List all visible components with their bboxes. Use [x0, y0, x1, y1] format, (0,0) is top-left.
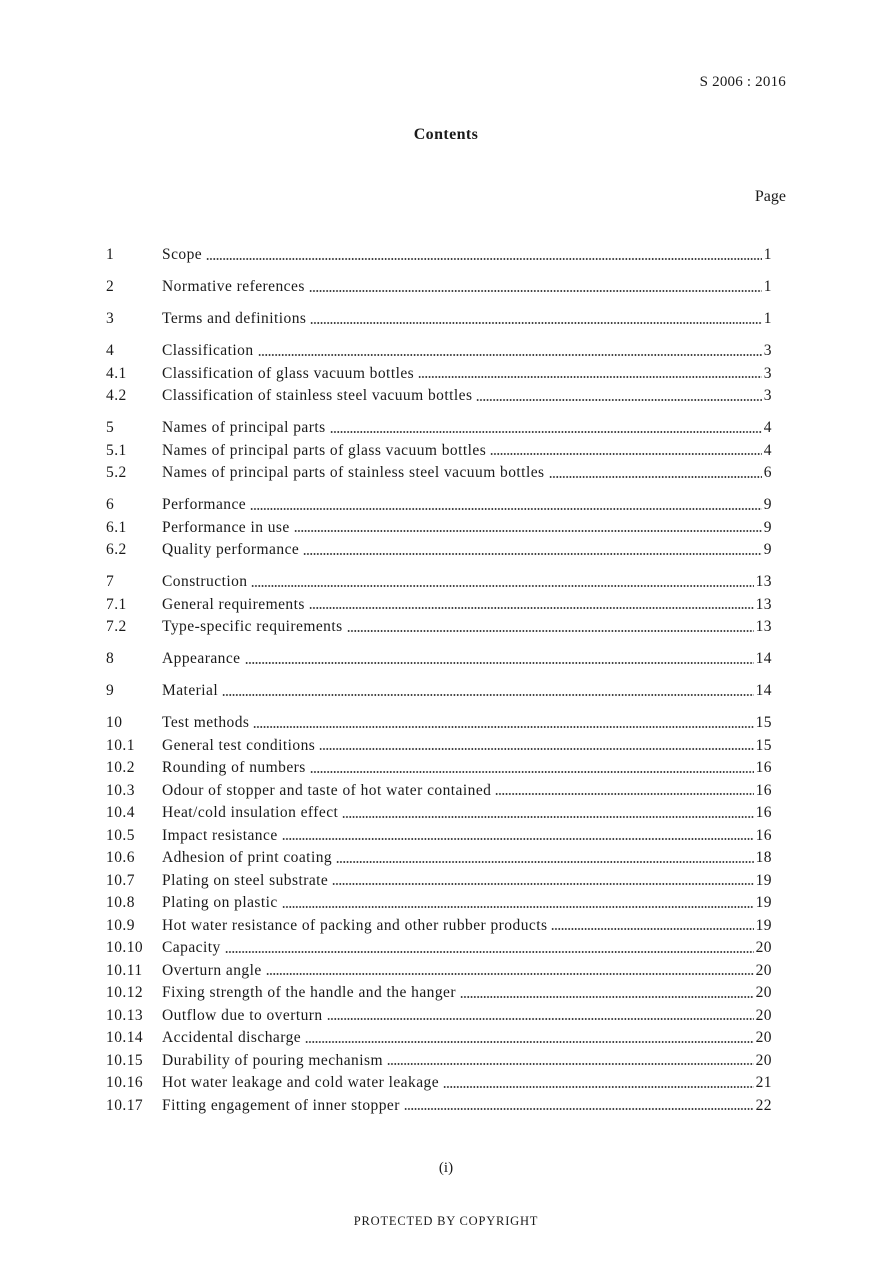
toc-entry-page: 22 [755, 1096, 772, 1114]
toc-section-group [106, 342, 772, 410]
toc-entry-number: 7 [106, 573, 115, 590]
toc-entry-page: 20 [755, 961, 772, 979]
toc-entry-number: 10.2 [106, 759, 135, 776]
toc-entry[interactable] [106, 682, 772, 705]
toc-entry-page: 21 [755, 1074, 772, 1091]
toc-entry[interactable] [106, 827, 772, 850]
toc-entry-title: Rounding of numbers [162, 759, 306, 776]
dot-leader [330, 431, 762, 433]
table-of-contents [106, 246, 772, 1129]
toc-entry-number: 10.15 [106, 1051, 144, 1069]
toc-entry-title: Capacity [162, 939, 221, 956]
toc-entry-page: 13 [755, 573, 772, 590]
toc-section-group [106, 573, 772, 641]
toc-entry-title: Plating on steel substrate [162, 871, 329, 889]
toc-entry[interactable] [106, 1029, 772, 1052]
toc-entry-page: 15 [755, 714, 772, 731]
dot-leader [282, 838, 754, 840]
toc-entry[interactable] [106, 1074, 772, 1097]
toc-entry-title: Outflow due to overturn [162, 1006, 323, 1024]
toc-entry-page: 19 [755, 871, 772, 889]
copyright-notice: PROTECTED BY COPYRIGHT [353, 1214, 539, 1228]
toc-entry[interactable] [106, 464, 772, 487]
toc-entry-title: Material [162, 682, 219, 699]
toc-entry-page: 9 [763, 518, 772, 536]
toc-entry[interactable] [106, 759, 772, 782]
toc-entry-title: Terms and definitions [162, 310, 307, 327]
dot-leader [319, 748, 753, 750]
toc-entry-number: 1 [106, 246, 115, 263]
toc-entry-number: 10.1 [106, 736, 135, 754]
toc-entry-page: 6 [763, 464, 772, 481]
dot-leader [305, 1041, 753, 1043]
toc-entry-page: 20 [755, 1006, 772, 1024]
toc-entry-number: 10.17 [106, 1096, 144, 1114]
toc-entry-number: 10.12 [106, 984, 144, 1001]
toc-entry-title: Type-specific requirements [162, 618, 343, 635]
toc-entry[interactable] [106, 894, 772, 917]
page-number: (i) [438, 1160, 454, 1176]
toc-entry-number: 4.2 [106, 387, 127, 404]
dot-leader [282, 906, 754, 908]
toc-entry-page: 1 [763, 310, 772, 327]
dot-leader [206, 258, 762, 260]
dot-leader [258, 354, 762, 356]
toc-entry[interactable] [106, 782, 772, 805]
toc-entry-title: Normative references [162, 278, 305, 295]
toc-entry-number: 10.5 [106, 826, 135, 844]
toc-entry-number: 10.9 [106, 916, 135, 934]
toc-entry-title: Accidental discharge [162, 1029, 302, 1046]
toc-entry[interactable] [106, 496, 772, 519]
toc-entry-title: Overturn angle [162, 961, 262, 979]
toc-entry-page: 16 [755, 781, 772, 799]
toc-entry-number: 10.11 [106, 961, 143, 979]
dot-leader [266, 973, 754, 975]
toc-entry-page: 9 [763, 496, 772, 513]
toc-entry[interactable] [106, 917, 772, 940]
toc-entry[interactable] [106, 962, 772, 985]
toc-section-group [106, 682, 772, 705]
toc-entry-number: 10 [106, 714, 123, 731]
toc-entry-page: 1 [763, 246, 772, 263]
toc-entry[interactable] [106, 387, 772, 410]
dot-leader [342, 816, 753, 818]
toc-entry-title: Hot water leakage and cold water leakage [162, 1074, 440, 1091]
toc-entry-number: 10.6 [106, 849, 135, 866]
toc-entry-title: Test methods [162, 714, 250, 731]
toc-entry-page: 1 [763, 278, 772, 295]
toc-entry[interactable] [106, 939, 772, 962]
document-number: S 2006 : 2016 [699, 74, 786, 90]
toc-entry-number: 10.13 [106, 1006, 144, 1024]
dot-leader [418, 376, 762, 378]
toc-entry-title: Heat/cold insulation effect [162, 804, 339, 821]
toc-entry-page: 15 [755, 736, 772, 754]
toc-entry[interactable] [106, 1007, 772, 1030]
toc-entry-number: 7.2 [106, 618, 127, 635]
toc-entry-title: Scope [162, 246, 203, 263]
toc-entry[interactable] [106, 246, 772, 269]
dot-leader [251, 585, 753, 587]
toc-entry-number: 3 [106, 310, 115, 327]
dot-leader [309, 290, 762, 292]
toc-entry[interactable] [106, 984, 772, 1007]
toc-entry-title: Durability of pouring mechanism [162, 1051, 384, 1069]
toc-entry-page: 14 [755, 682, 772, 699]
dot-leader [460, 996, 754, 998]
toc-entry-number: 10.16 [106, 1074, 144, 1091]
toc-entry-page: 20 [755, 984, 772, 1001]
toc-entry-page: 20 [755, 1051, 772, 1069]
dot-leader [327, 1018, 754, 1020]
toc-section-group [106, 246, 772, 269]
dot-leader [310, 322, 761, 324]
toc-entry-title: Construction [162, 573, 248, 590]
toc-entry-page: 3 [763, 364, 772, 382]
toc-entry-title: General requirements [162, 595, 305, 613]
toc-entry-number: 10.14 [106, 1029, 144, 1046]
toc-entry-title: Names of principal parts of stainless steel vacuum bottles [162, 464, 545, 481]
toc-entry-number: 10.4 [106, 804, 135, 821]
toc-entry-page: 16 [755, 826, 772, 844]
dot-leader [225, 951, 754, 953]
toc-entry-title: General test conditions [162, 736, 316, 754]
toc-entry[interactable] [106, 618, 772, 641]
toc-section-group [106, 278, 772, 301]
dot-leader [336, 861, 753, 863]
toc-entry-number: 4 [106, 342, 115, 359]
dot-leader [549, 476, 762, 478]
toc-entry[interactable] [106, 573, 772, 596]
toc-entry-page: 4 [763, 419, 772, 436]
toc-entry-page: 14 [755, 650, 772, 667]
toc-section-group [106, 650, 772, 673]
dot-leader [253, 726, 753, 728]
toc-entry-title: Names of principal parts of glass vacuum bottles [162, 441, 487, 459]
toc-entry-title: Classification of glass vacuum bottles [162, 364, 415, 382]
toc-entry-page: 9 [763, 541, 772, 558]
toc-entry[interactable] [106, 278, 772, 301]
toc-entry[interactable] [106, 714, 772, 737]
toc-entry-title: Fitting engagement of inner stopper [162, 1096, 400, 1114]
toc-entry-page: 16 [755, 759, 772, 776]
toc-section-group [106, 310, 772, 333]
toc-entry-page: 13 [755, 595, 772, 613]
contents-heading: Contents [413, 126, 479, 143]
toc-entry-number: 10.7 [106, 871, 135, 889]
toc-entry-page: 3 [763, 342, 772, 359]
toc-entry[interactable] [106, 872, 772, 895]
toc-entry-title: Odour of stopper and taste of hot water contained [162, 781, 492, 799]
toc-entry[interactable] [106, 541, 772, 564]
toc-entry-number: 2 [106, 278, 115, 295]
toc-entry-number: 5.1 [106, 441, 127, 459]
dot-leader [250, 508, 762, 510]
dot-leader [476, 399, 761, 401]
dot-leader [332, 883, 753, 885]
toc-entry-page: 18 [755, 849, 772, 866]
toc-entry[interactable] [106, 310, 772, 333]
toc-entry[interactable] [106, 849, 772, 872]
toc-entry-page: 20 [755, 939, 772, 956]
dot-leader [347, 630, 754, 632]
toc-entry-page: 19 [755, 894, 772, 911]
toc-entry-page: 4 [763, 441, 772, 459]
toc-entry-number: 6.2 [106, 541, 127, 558]
toc-entry-title: Classification of stainless steel vacuum bottles [162, 387, 473, 404]
toc-entry-number: 7.1 [106, 595, 127, 613]
toc-entry[interactable] [106, 1097, 772, 1120]
toc-entry-title: Classification [162, 342, 254, 359]
toc-entry[interactable] [106, 596, 772, 619]
dot-leader [490, 453, 762, 455]
toc-entry-number: 4.1 [106, 364, 127, 382]
toc-entry-page: 3 [763, 387, 772, 404]
toc-entry[interactable] [106, 650, 772, 673]
toc-entry-title: Hot water resistance of packing and other rubber products [162, 916, 548, 934]
dot-leader [222, 694, 753, 696]
dot-leader [309, 607, 754, 609]
dot-leader [443, 1086, 754, 1088]
toc-entry-title: Appearance [162, 650, 241, 667]
toc-entry-page: 13 [755, 618, 772, 635]
toc-entry-title: Performance [162, 496, 247, 513]
toc-section-group [106, 419, 772, 487]
toc-entry-title: Quality performance [162, 541, 300, 558]
toc-section-group [106, 496, 772, 564]
toc-entry[interactable] [106, 419, 772, 442]
toc-entry[interactable] [106, 804, 772, 827]
dot-leader [404, 1108, 754, 1110]
dot-leader [495, 793, 753, 795]
toc-entry-title: Impact resistance [162, 826, 278, 844]
toc-entry-number: 5.2 [106, 464, 127, 481]
dot-leader [551, 928, 753, 930]
toc-entry[interactable] [106, 342, 772, 365]
toc-entry-number: 9 [106, 682, 115, 699]
toc-entry-title: Names of principal parts [162, 419, 326, 436]
toc-entry-title: Fixing strength of the handle and the hanger [162, 984, 456, 1001]
dot-leader [245, 662, 754, 664]
dot-leader [303, 553, 762, 555]
toc-entry-number: 10.8 [106, 894, 135, 911]
dot-leader [310, 771, 754, 773]
toc-entry[interactable] [106, 519, 772, 542]
toc-entry-page: 16 [755, 804, 772, 821]
dot-leader [294, 530, 762, 532]
toc-entry[interactable] [106, 1052, 772, 1075]
toc-entry-title: Plating on plastic [162, 894, 278, 911]
toc-entry-number: 10.3 [106, 781, 135, 799]
dot-leader [387, 1063, 754, 1065]
toc-entry-number: 10.10 [106, 939, 144, 956]
toc-entry[interactable] [106, 442, 772, 465]
toc-entry-number: 8 [106, 650, 115, 667]
toc-entry-page: 20 [755, 1029, 772, 1046]
toc-entry-number: 6 [106, 496, 115, 513]
toc-entry-number: 6.1 [106, 518, 127, 536]
toc-entry[interactable] [106, 737, 772, 760]
toc-section-group [106, 714, 772, 1119]
toc-entry-title: Performance in use [162, 518, 290, 536]
page-column-label: Page [754, 188, 786, 205]
toc-entry-title: Adhesion of print coating [162, 849, 333, 866]
toc-entry-number: 5 [106, 419, 115, 436]
toc-entry[interactable] [106, 365, 772, 388]
toc-entry-page: 19 [755, 916, 772, 934]
